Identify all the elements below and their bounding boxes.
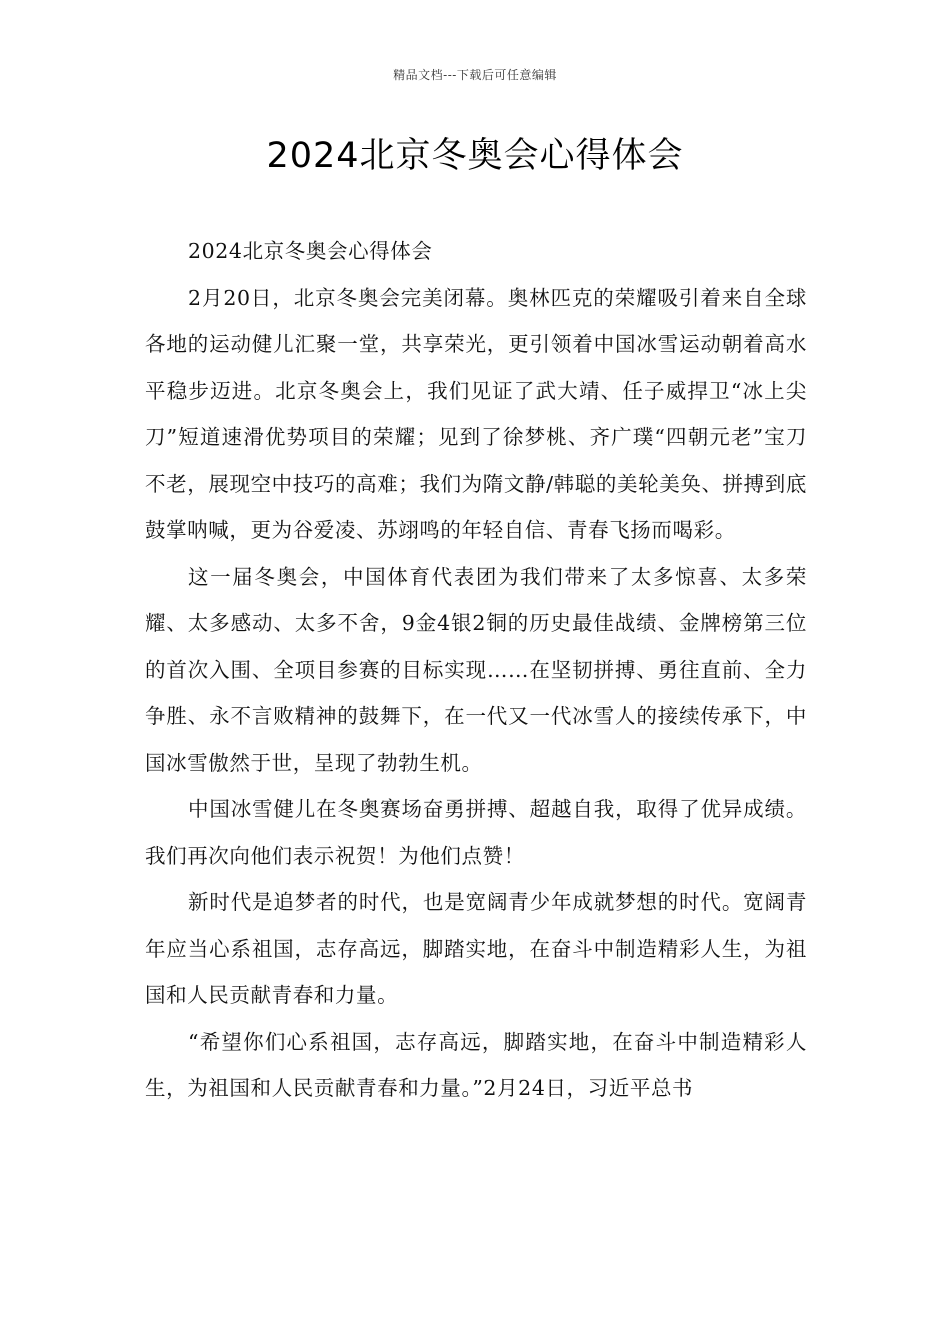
paragraph: 中国冰雪健儿在冬奥赛场奋勇拼搏、超越自我，取得了优异成绩。我们再次向他们表示祝贺！为他们点赞！ <box>145 797 807 868</box>
paragraph: 新时代是追梦者的时代，也是宽阔青少年成就梦想的时代。宽阔青年应当心系祖国，志存高远，脚踏实地，在奋斗中制造精彩人生，为祖国和人民贡献青春和力量。 <box>145 890 807 1007</box>
document-body <box>145 228 807 1112</box>
paragraph: 这一届冬奥会，中国体育代表团为我们带来了太多惊喜、太多荣耀、太多感动、太多不舍，9金4银2铜的历史最佳战绩、金牌榜第三位的首次入围、全项目参赛的目标实现……在坚韧拼搏、勇往直前、全力争胜、永不言败精神的鼓舞下，在一代又一代冰雪人的接续传承下，中国冰雪傲然于世，呈现了勃勃生机。 <box>145 564 807 775</box>
paragraph-subtitle: 2024北京冬奥会心得体会 <box>188 239 433 263</box>
paragraph: “希望你们心系祖国，志存高远，脚踏实地，在奋斗中制造精彩人生，为祖国和人民贡献青春和力量。”2月24日，习近平总书 <box>145 1029 807 1100</box>
document-title: 2024北京冬奥会心得体会 <box>266 136 684 176</box>
paragraph: 2月20日，北京冬奥会完美闭幕。奥林匹克的荣耀吸引着来自全球各地的运动健儿汇聚一堂，共享荣光，更引领着中国冰雪运动朝着高水平稳步迈进。北京冬奥会上，我们见证了武大靖、任子威捍卫“冰上尖刀”短道速滑优势项目的荣耀；见到了徐梦桃、齐广璞“四朝元老”宝刀不老，展现空中技巧的高难；我们为隋文静/韩聪的美轮美奂、拼搏到底鼓掌呐喊，更为谷爱凌、苏翊鸣的年轻自信、青春飞扬而喝彩。 <box>145 285 807 542</box>
page-header-note: 精品文档---下载后可任意编辑 <box>393 68 557 82</box>
